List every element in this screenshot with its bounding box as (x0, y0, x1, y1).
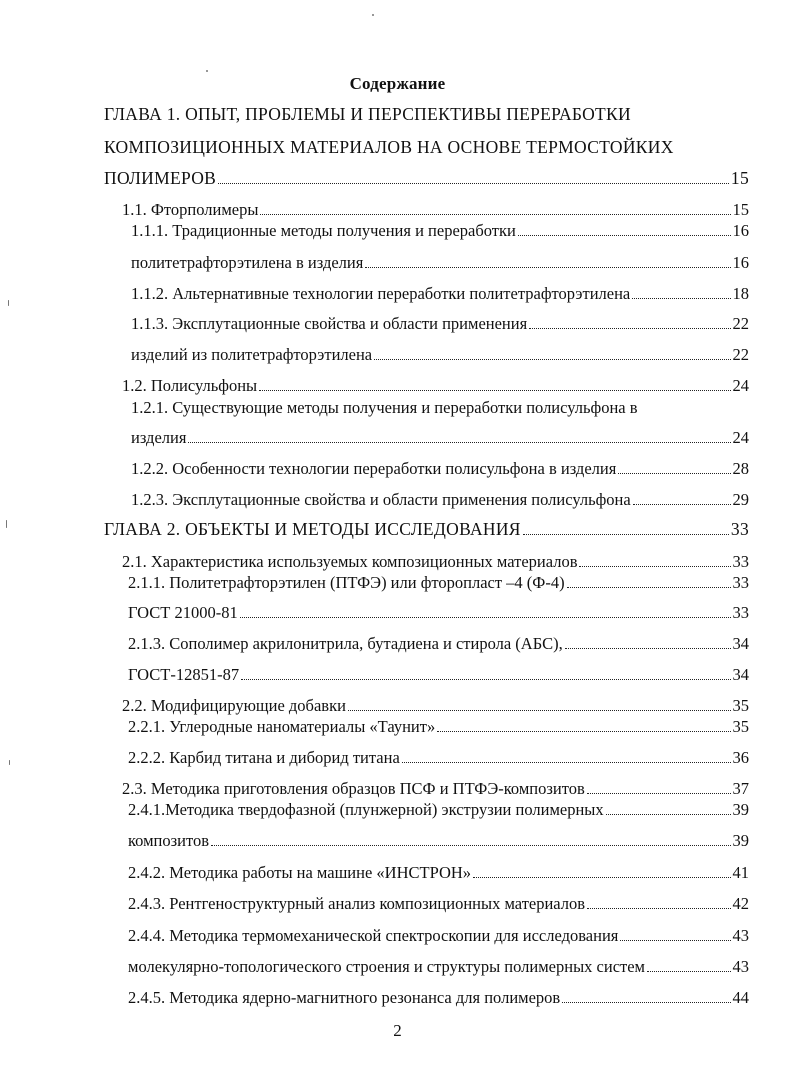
dot-leader (402, 761, 731, 763)
dot-leader (565, 647, 731, 649)
toc-entry-page: 16 (732, 221, 749, 240)
toc-entry-page: 35 (732, 717, 749, 736)
toc-entry-page: 28 (732, 459, 749, 478)
toc-entry-page: 44 (732, 988, 749, 1007)
toc-entry (128, 634, 749, 654)
scan-speck (206, 70, 208, 72)
toc-entry-page: 41 (732, 863, 749, 882)
toc-entry (131, 221, 749, 241)
dot-leader (620, 939, 730, 941)
toc-entry-text: 2.4.4. Методика термомеханической спектроскопии для исследования (128, 926, 619, 945)
toc-entry (131, 428, 749, 448)
toc-entry-page: 34 (732, 634, 749, 653)
toc-entry-text: изделия (131, 428, 187, 447)
toc-entry (131, 490, 749, 510)
dot-leader (562, 1001, 730, 1003)
toc-entry (128, 665, 749, 685)
dot-leader (365, 266, 730, 268)
toc-entry-text: 2.3. Методика приготовления образцов ПСФ и ПТФЭ-композитов (122, 779, 585, 798)
dot-leader (211, 844, 730, 846)
page-number: 2 (393, 1021, 402, 1040)
toc-entry-page: 15 (732, 200, 749, 219)
toc-entry (131, 284, 749, 304)
toc-entry (128, 603, 749, 623)
toc-entry-page: 36 (732, 748, 749, 767)
toc-entry-page: 37 (732, 779, 749, 798)
toc-entry-text: 2.1.1. Политетрафторэтилен (ПТФЭ) или фторопласт –4 (Ф-4) (128, 573, 565, 592)
toc-entry-page: 33 (732, 552, 749, 571)
toc-entry-page: 39 (732, 800, 749, 819)
dot-leader (260, 213, 730, 215)
toc-entry (131, 345, 749, 365)
toc-entry (122, 779, 749, 799)
scan-speck (372, 14, 374, 16)
toc-entry-text: 2.2.2. Карбид титана и диборид титана (128, 748, 400, 767)
toc-entry-text: молекулярно-топологического строения и структуры полимерных систем (128, 957, 645, 976)
toc-entry (122, 200, 749, 220)
toc-entry (128, 573, 749, 593)
toc-title: Содержание (349, 74, 446, 93)
toc-entry (128, 717, 749, 737)
dot-leader (437, 730, 730, 732)
toc-entry-text: изделий из политетрафторэтилена (131, 345, 373, 364)
toc-entry (128, 800, 749, 820)
dot-leader (240, 616, 731, 618)
dot-leader (241, 678, 730, 680)
toc-entry-page: 43 (732, 957, 749, 976)
chapter-1-heading-line-2: КОМПОЗИЦИОННЫХ МАТЕРИАЛОВ НА ОСНОВЕ ТЕРМОСТОЙКИХ (104, 137, 674, 157)
toc-entry-text: 2.4.3. Рентгеноструктурный анализ композиционных материалов (128, 894, 586, 913)
toc-entry-text: ПОЛИМЕРОВ (104, 168, 217, 188)
toc-entry-text: 2.1.3. Сополимер акрилонитрила, бутадиена и стирола (АБС), (128, 634, 563, 653)
chapter-2-heading (104, 519, 749, 540)
dot-leader (647, 970, 731, 972)
toc-entry-text: 2.2. Модифицирующие добавки (122, 696, 346, 715)
dot-leader (587, 792, 731, 794)
toc-entry-page: 15 (730, 168, 749, 188)
dot-leader (473, 876, 730, 878)
toc-entry-page: 33 (730, 519, 749, 539)
toc-entry-text: 2.1. Характеристика используемых композиционных материалов (122, 552, 578, 571)
toc-entry-page: 33 (732, 603, 749, 622)
toc-entry (128, 926, 749, 946)
toc-entry-page: 35 (732, 696, 749, 715)
toc-entry-text: композитов (128, 831, 210, 850)
toc-entry-text: ГЛАВА 2. ОБЪЕКТЫ И МЕТОДЫ ИССЛЕДОВАНИЯ (104, 519, 521, 539)
toc-entry-page: 24 (732, 376, 749, 395)
dot-leader (579, 565, 730, 567)
toc-entry-text: 2.4.1.Методика твердофазной (плунжерной) экструзии полимерных (128, 800, 604, 819)
toc-entry-text: ГОСТ 21000-81 (128, 603, 238, 622)
scan-speck (8, 300, 9, 306)
dot-leader (606, 813, 731, 815)
dot-leader (523, 533, 729, 535)
toc-entry-page: 43 (732, 926, 749, 945)
toc-entry (128, 863, 749, 883)
toc-entry-page: 24 (732, 428, 749, 447)
toc-entry-text: 2.2.1. Углеродные наноматериалы «Таунит» (128, 717, 436, 736)
toc-entry (131, 459, 749, 479)
dot-leader (529, 327, 730, 329)
toc-entry-text: 1.2. Полисульфоны (122, 376, 258, 395)
toc-entry-text: 1.2.2. Особенности технологии переработки полисульфона в изделия (131, 459, 617, 478)
toc-entry-text: 1.2.1. Существующие методы получения и переработки полисульфона в (131, 398, 638, 417)
toc-entry (128, 957, 749, 977)
toc-entry (122, 696, 749, 716)
dot-leader (567, 586, 731, 588)
dot-leader (218, 182, 729, 184)
toc-entry-text: 1.1.3. Эксплутационные свойства и области применения (131, 314, 528, 333)
toc-entry-page: 29 (732, 490, 749, 509)
toc-entry-page: 34 (732, 665, 749, 684)
dot-leader (518, 234, 731, 236)
toc-entry (128, 988, 749, 1008)
chapter-1-heading-line-3 (104, 168, 749, 189)
toc-entry (122, 376, 749, 396)
toc-entry-text: политетрафторэтилена в изделия (131, 253, 364, 272)
dot-leader (374, 358, 730, 360)
toc-entry-text: 1.2.3. Эксплутационные свойства и области применения полисульфона (131, 490, 631, 509)
toc-entry-text: 1.1.2. Альтернативные технологии переработки политетрафторэтилена (131, 284, 631, 303)
toc-entry-text: 1.1. Фторполимеры (122, 200, 259, 219)
dot-leader (618, 472, 730, 474)
scan-speck (6, 520, 7, 528)
dot-leader (188, 441, 730, 443)
scan-speck (9, 760, 10, 765)
toc-entry-text: 2.4.2. Методика работы на машине «ИНСТРОН» (128, 863, 472, 882)
toc-entry (131, 314, 749, 334)
toc-entry-page: 22 (732, 314, 749, 333)
dot-leader (633, 503, 731, 505)
chapter-1-heading-line-1: ГЛАВА 1. ОПЫТ, ПРОБЛЕМЫ И ПЕРСПЕКТИВЫ ПЕРЕРАБОТКИ (104, 104, 631, 124)
toc-entry-text: 1.1.1. Традиционные методы получения и переработки (131, 221, 516, 240)
dot-leader (259, 389, 730, 391)
toc-entry-page: 18 (732, 284, 749, 303)
toc-entry (128, 748, 749, 768)
toc-entry-page: 39 (732, 831, 749, 850)
toc-entry-page: 33 (732, 573, 749, 592)
toc-entry (131, 253, 749, 273)
toc-entry (128, 831, 749, 851)
dot-leader (587, 907, 730, 909)
toc-entry-page: 22 (732, 345, 749, 364)
toc-entry-text: ГОСТ-12851-87 (128, 665, 240, 684)
toc-entry (128, 894, 749, 914)
toc-entry-text: 2.4.5. Методика ядерно-магнитного резонанса для полимеров (128, 988, 561, 1007)
dot-leader (632, 297, 730, 299)
dot-leader (348, 709, 731, 711)
toc-entry-page: 16 (732, 253, 749, 272)
toc-entry-page: 42 (732, 894, 749, 913)
toc-entry (122, 552, 749, 572)
